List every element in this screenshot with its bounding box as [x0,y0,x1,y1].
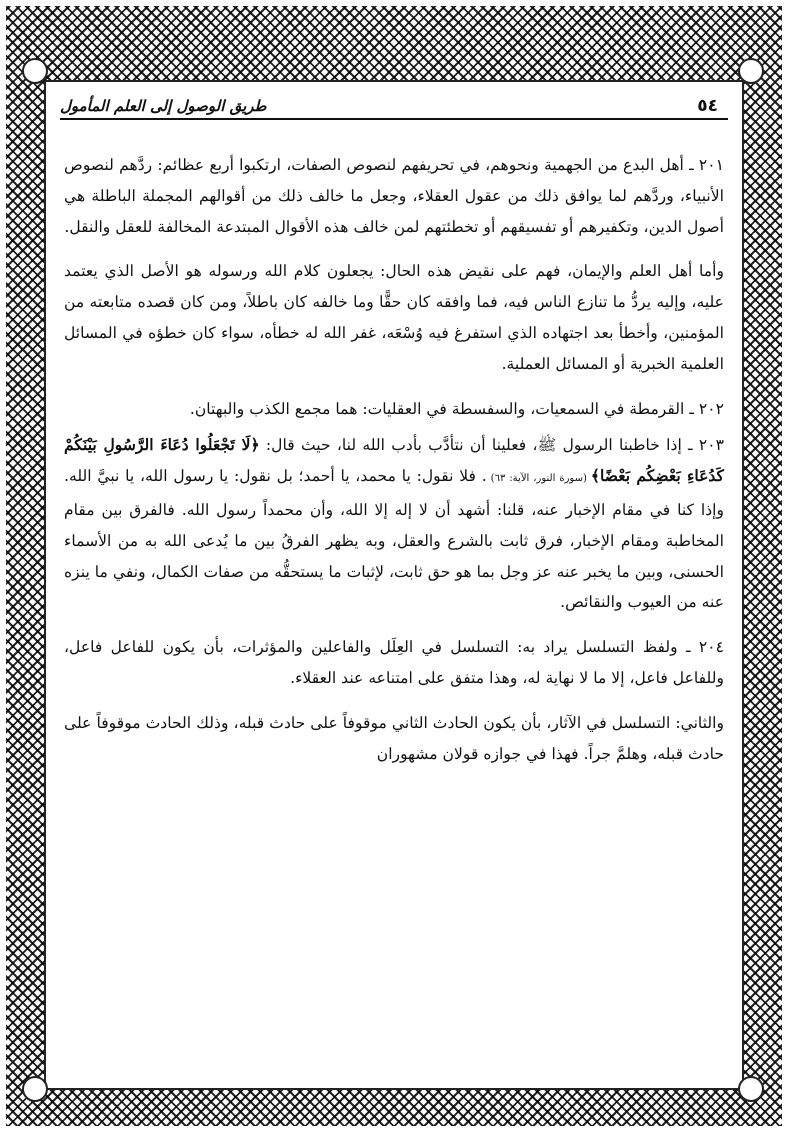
corner-ornament-bottom-left [22,1076,48,1102]
running-header [60,90,728,120]
quran-verse: ﴿لَا تَجْعَلُوا دُعَاءَ الرَّسُولِ بَيْنَكُمْ كَدُعَاءِ بَعْضِكُم بَعْضًا﴾ [64,435,724,486]
corner-ornament-top-left [22,58,48,84]
paragraph-204-continued: والثاني: التسلسل في الآثار، بأن يكون الحادث الثاني موقوفاً على حادث قبله، وذلك الحادث موقوفاً على حادث قبله، وهلمَّ جراً. فهذا في جوازه قولان مشهوران [64,713,724,763]
paragraph-203-body: . فلا نقول: يا محمد، يا أحمد؛ بل نقول: يا رسول الله، يا نبيَّ الله. وإذا كنا في مقام الإخبار عنه، قلنا: أشهد أن لا إله إلا الله، وأن محمداً رسول الله. فالفرق بين مقام المخاطبة ومقام الإخبار، فرق ثابت بالشرع والعقل، وبه يظهر الفرقُ بين ما يُدعى الله به من الأسماء الحسنى، وبين ما يخبر عنه عز وجل بما هو حق ثابت، لإثبات ما يستحقُّه من صفات الكمال، ونفي ما ينزه عنه من العيوب والنقائص. [64,467,724,612]
verse-reference: (سورة النور، الآية: ٦٣) [486,473,591,485]
page-number: ٥٤ [697,96,718,116]
paragraph-201-continued: وأما أهل العلم والإيمان، فهم على نقيض هذه الحال: يجعلون كلام الله ورسوله هو الأصل الذي يعتمد عليه، وإليه يردُّ ما تنازع الناس فيه، فما وافقه كان حقًّا وما خالفه كان باطلاً، ومن كان قصده متابعته من المؤمنين، وأخطأ بعد اجتهاده الذي استفرغ فيه وُسْعَه، غفر الله له خطأه، سواء كان خطؤه في المسائل العلمية الخبرية أو المسائل العملية. [64,262,724,373]
book-title: طريق الوصول إلى العلم المأمول [60,97,267,115]
paragraph-201: ٢٠١ ـ أهل البدع من الجهمية ونحوهم، في تحريفهم لنصوص الصفات، ارتكبوا أربع عظائم: ردَّهم لنصوص الأنبياء، وردَّهم لما يوافق ذلك من عقول العقلاء، وجعل ما خالف ذلك من أقوالهم المجملة الباطلة هي أصول الدين، وتكفيرهم أو تفسيقهم أو تخطئتهم لمن خالف هذه الأقوال المبتدعة المخالفة للعقل والنقل. [64,156,724,236]
page-body [64,150,724,769]
paragraph-203-intro: ٢٠٣ ـ إذا خاطبنا الرسول ﷺ، فعلينا أن نتأدَّب بأدب الله لنا، حيث قال: [259,436,725,455]
corner-ornament-bottom-right [738,1076,764,1102]
paragraph-204: ٢٠٤ ـ ولفظ التسلسل يراد به: التسلسل في العِلَل والفاعلين والمؤثرات، بأن يكون للفاعل فاعل، وللفاعل فاعل، إلا ما لا نهاية له، وهذا متفق على امتناعه عند العقلاء. [64,638,724,687]
paragraph-203 [64,430,724,618]
corner-ornament-top-right [738,58,764,84]
paragraph-202: ٢٠٢ ـ القرمطة في السمعيات، والسفسطة في العقليات: هما مجمع الكذب والبهتان. [189,399,724,418]
